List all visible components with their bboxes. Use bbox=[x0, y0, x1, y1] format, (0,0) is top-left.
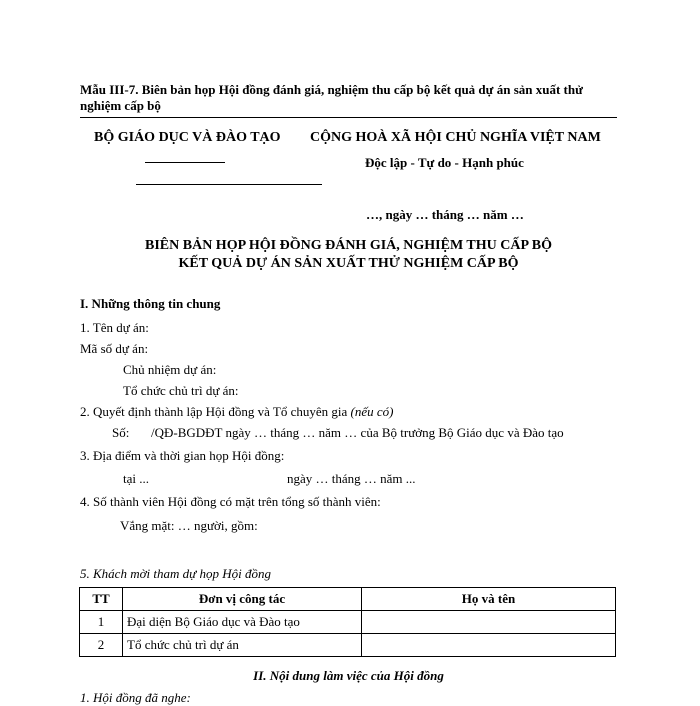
project-manager-label: Chủ nhiệm dự án: bbox=[123, 362, 217, 377]
row-name bbox=[362, 634, 616, 657]
section2-heading: II. Nội dung làm việc của Hội đồng bbox=[253, 668, 444, 683]
doc-title-line1: BIÊN BẢN HỌP HỘI ĐỒNG ĐÁNH GIÁ, NGHIỆM THU CẤP BỘ bbox=[145, 238, 552, 253]
ministry-underline bbox=[145, 162, 225, 163]
row-name bbox=[362, 611, 616, 634]
decision-label bbox=[80, 404, 394, 420]
meeting-time: ngày … tháng … năm ... bbox=[287, 471, 416, 486]
decision-detail: /QĐ-BGDĐT ngày … tháng … năm … của Bộ trưởng Bộ Giáo dục và Đào tạo bbox=[151, 425, 564, 440]
col-header-tt: TT bbox=[80, 588, 123, 611]
col-header-unit: Đơn vị công tác bbox=[123, 588, 362, 611]
col-header-name: Họ và tên bbox=[362, 588, 616, 611]
nation-name: CỘNG HOÀ XÃ HỘI CHỦ NGHĨA VIỆT NAM bbox=[310, 130, 601, 145]
table-row bbox=[80, 611, 616, 634]
row-unit: Đại diện Bộ Giáo dục và Đào tạo bbox=[123, 611, 362, 634]
doc-title-line2: KẾT QUẢ DỰ ÁN SẢN XUẤT THỬ NGHIỆM CẤP BỘ bbox=[178, 256, 519, 271]
guests-heading: 5. Khách mời tham dự họp Hội đồng bbox=[80, 566, 271, 581]
form-code: Mẫu III-7. bbox=[80, 82, 139, 97]
meeting-place: tại ... bbox=[123, 471, 149, 486]
decision-text: 2. Quyết định thành lập Hội đồng và Tổ chuyên gia bbox=[80, 404, 348, 419]
motto: Độc lập - Tự do - Hạnh phúc bbox=[365, 155, 524, 170]
section1-heading: I. Những thông tin chung bbox=[80, 296, 221, 311]
guest-table-header bbox=[80, 588, 616, 611]
project-code-label: Mã số dự án: bbox=[80, 341, 149, 356]
date-line: …, ngày … tháng … năm … bbox=[366, 207, 524, 222]
decision-note: (nếu có) bbox=[350, 404, 394, 419]
attendance-label: 4. Số thành viên Hội đồng có mặt trên tổng số thành viên: bbox=[80, 494, 381, 509]
form-title: Biên bản họp Hội đồng đánh giá, nghiệm thu cấp bộ kết quả dự án sản xuất thử bbox=[141, 82, 583, 97]
motto-underline bbox=[136, 184, 322, 185]
row-number: 2 bbox=[80, 634, 123, 657]
section2-item1: 1. Hội đồng đã nghe: bbox=[80, 690, 191, 705]
table-row bbox=[80, 634, 616, 657]
project-name-label: 1. Tên dự án: bbox=[80, 320, 149, 335]
row-unit: Tổ chức chủ trì dự án bbox=[123, 634, 362, 657]
form-title-line2: nghiệm cấp bộ bbox=[80, 98, 161, 113]
decision-number: Số: bbox=[112, 425, 130, 440]
guest-table bbox=[79, 587, 616, 657]
header-divider bbox=[80, 117, 617, 118]
row-number: 1 bbox=[80, 611, 123, 634]
host-org-label: Tổ chức chủ trì dự án: bbox=[123, 383, 239, 398]
ministry-name: BỘ GIÁO DỤC VÀ ĐÀO TẠO bbox=[94, 130, 281, 145]
form-header-line1 bbox=[80, 82, 583, 98]
absent-label: Vắng mặt: … người, gồm: bbox=[120, 518, 258, 533]
meeting-venue-label: 3. Địa điểm và thời gian họp Hội đồng: bbox=[80, 448, 285, 463]
